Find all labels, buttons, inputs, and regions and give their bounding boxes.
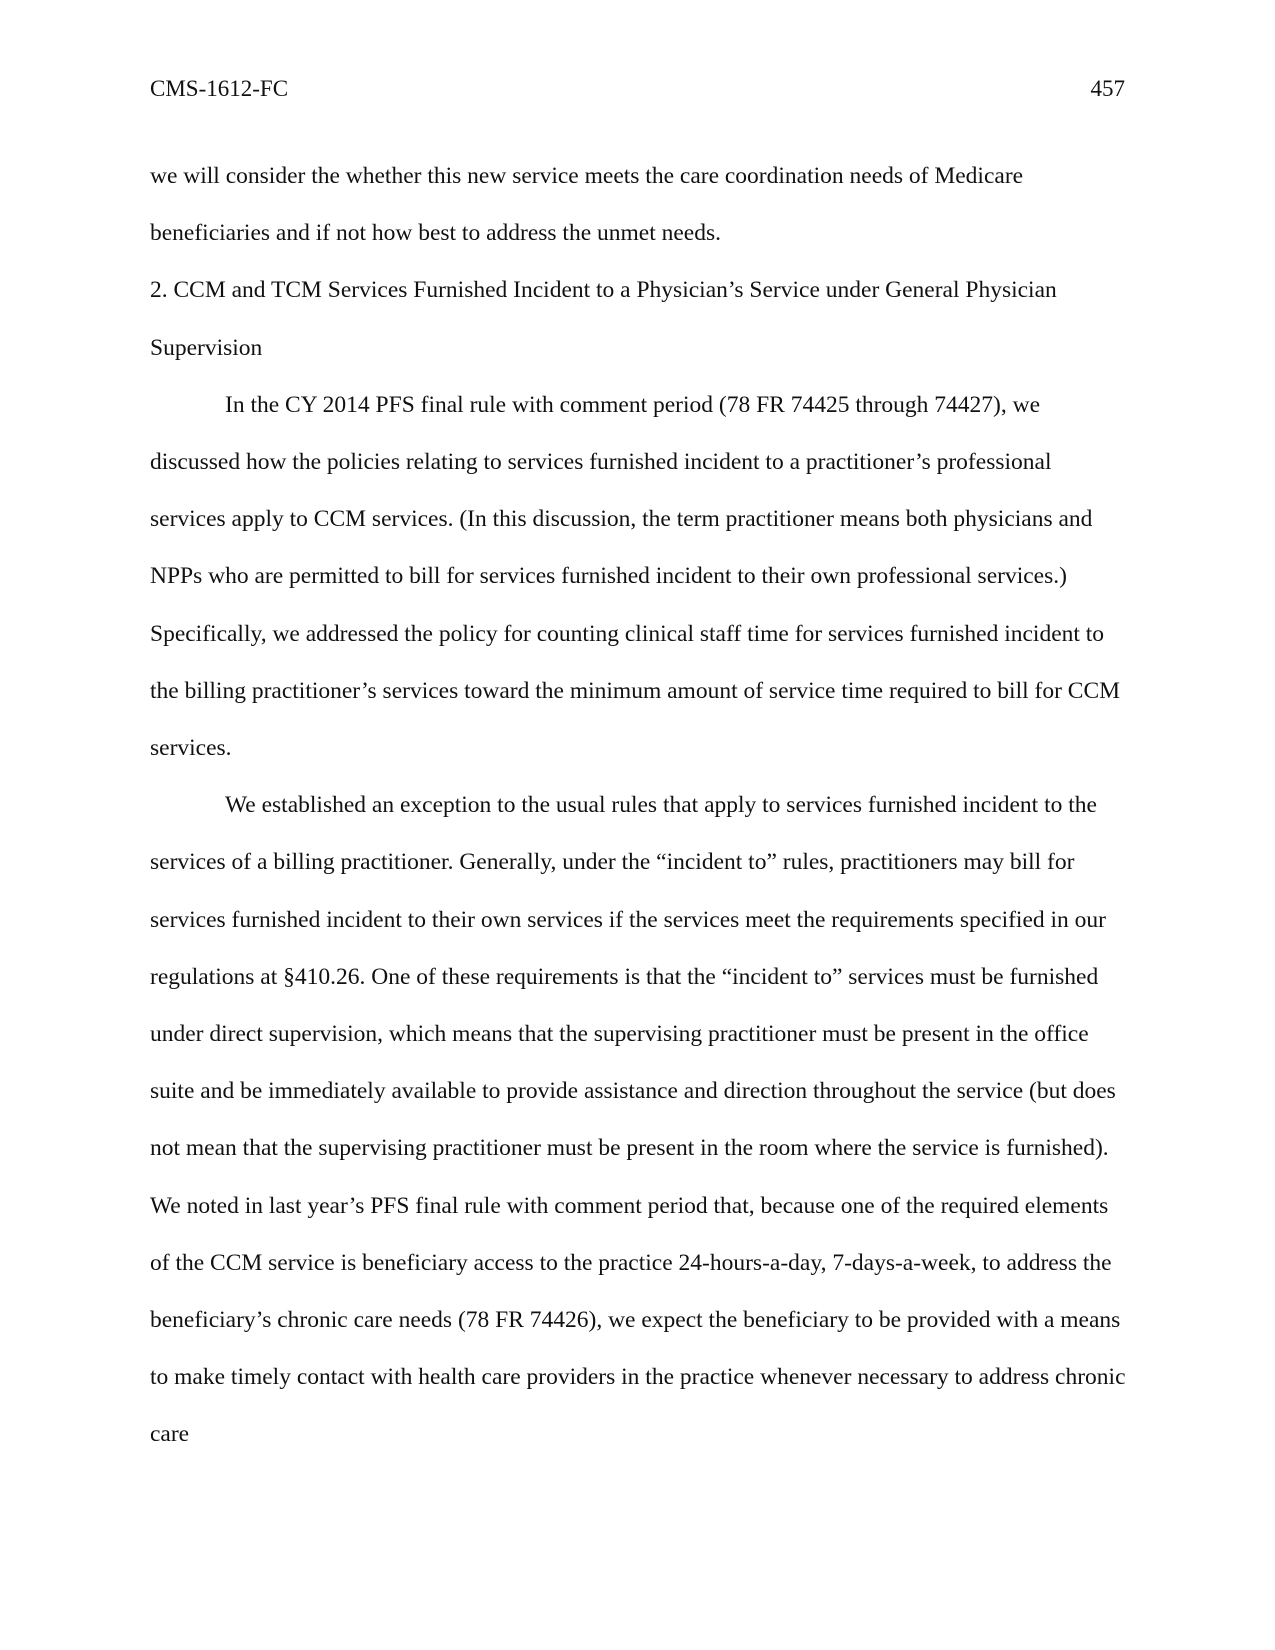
body-paragraph-1: In the CY 2014 PFS final rule with comment period (78 FR 74425 through 74427), we discussed how the policies relating to services furnished incident to a practitioner’s professional services apply to CCM services. (In this discussion, the term practitioner means both physicians and NPPs who are permitted to bill for services furnished incident to their own professional services.) Specifically, we addressed the policy for counting clinical staff time for services furnished incident to the billing practitioner’s services toward the minimum amount of service time required to bill for CCM services. (150, 391, 1121, 762)
continuation-paragraph: we will consider the whether this new service meets the care coordination needs of Medicare beneficiaries and if not how best to address the unmet needs. (150, 163, 1024, 247)
body-paragraph-2: We established an exception to the usual rules that apply to services furnished incident to the services of a billing practitioner. Generally, under the “incident to” rules, practitioners may bill for services furnished incident to their own services if the services meet the requirements specified in our regulations at §410.26. One of these requirements is that the “incident to” services must be furnished under direct supervision, which means that the supervising practitioner must be present in the office suite and be immediately available to provide assistance and direction throughout the service (but does not mean that the supervising practitioner must be present in the room where the service is furnished). We noted in last year’s PFS final rule with comment period that, because one of the required elements of the CCM service is beneficiary access to the practice 24-hours-a-day, 7-days-a-week, to address the beneficiary’s chronic care needs (78 FR 74426), we expect the beneficiary to be provided with a means to make timely contact with health care providers in the practice whenever necessary to address chronic care (150, 792, 1126, 1448)
document-body (150, 148, 1130, 1464)
page-number: 457 (1090, 76, 1125, 101)
document-id: CMS-1612-FC (150, 76, 289, 101)
section-heading: 2. CCM and TCM Services Furnished Incident to a Physician’s Service under General Physician Supervision (150, 277, 1057, 361)
